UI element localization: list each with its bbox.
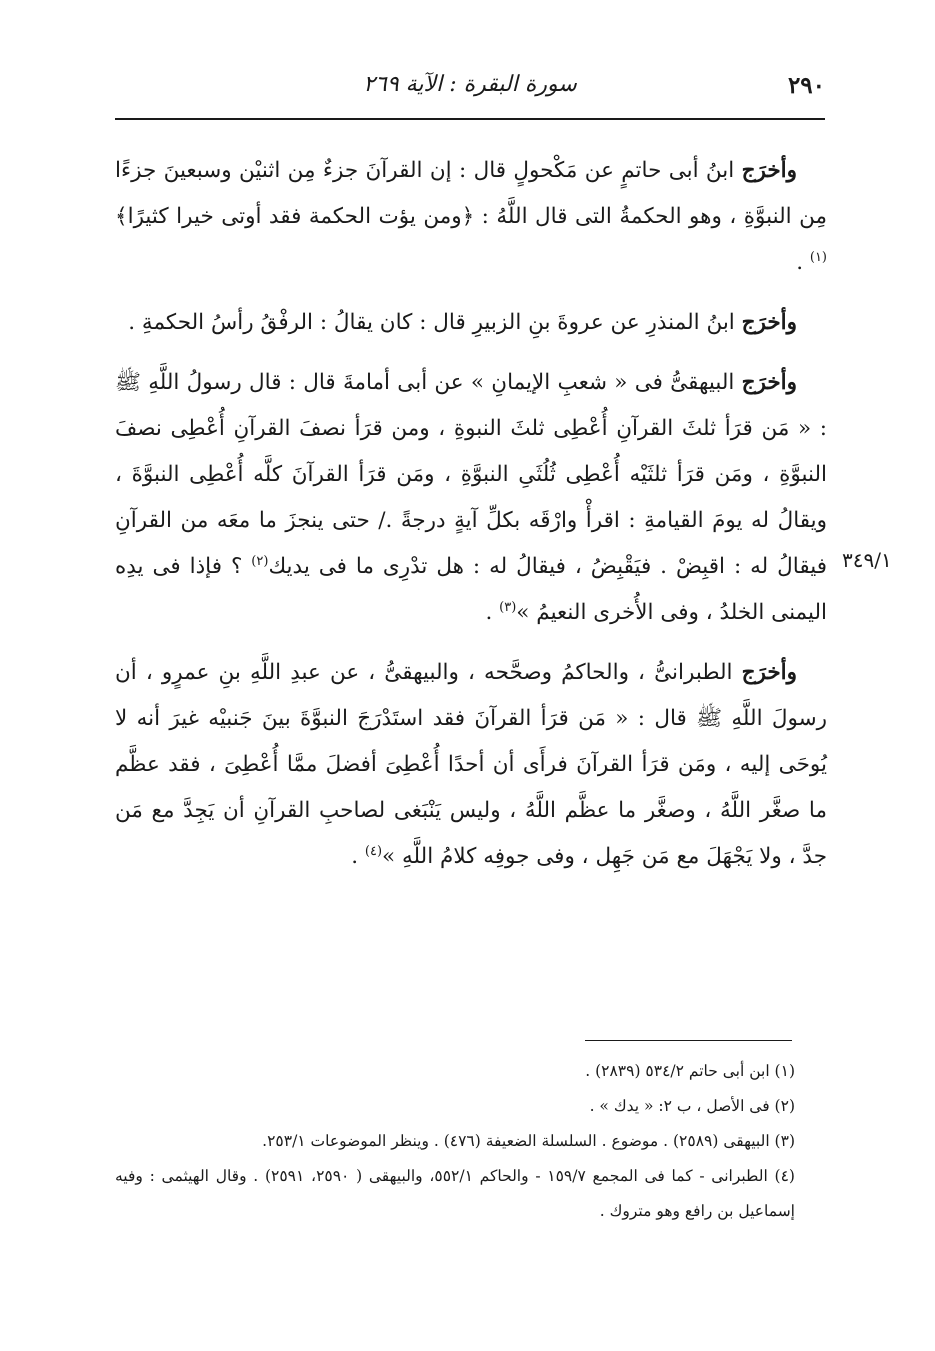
footnote-ref: (٢) [251, 553, 269, 569]
footnote: (٢) فى الأصل ، ب ٢: « يدك » . [589, 1097, 795, 1115]
footnote-ref: (١) [809, 249, 827, 265]
footnote: (١) ابن أبى حاتم ٥٣٤/٢ (٢٨٣٩) . [585, 1062, 795, 1080]
footnote-ref: (٣) [499, 599, 517, 615]
footnote-ref: (٤) [364, 843, 383, 859]
paragraph-text: الطبرانىُّ ، والحاكمُ وصحَّحه ، والبيهقىُّ ، عن عبدِ اللَّهِ بنِ عمرٍو ، أن رسولَ اللَّهِ ﷺ قال : « مَن قرَأ القرآنَ فقد استَدْرَجَ النبوَّةَ بينَ جَنبيْه غيرَ أنه لا يُوحَى إليه ، ومَن قرَأ القرآنَ فرأَى أن أحدًا أُعْطِىَ أفضلَ ممَّا أُعْطِىَ ، فقد عظَّم ما صغَّر اللَّهُ ، وصغَّر ما عظَّم اللَّهُ ، وليس يَنْبَغى لصاحبِ القرآنِ أن يَجِدَّ مع مَن جدَّ ، ولا يَجْهَلَ مع مَن جَهِل ، وفى جوفِه كلامُ اللَّهِ » [115, 660, 827, 869]
paragraph [115, 650, 827, 880]
paragraph-tail: ؟ فإذا فى يدِه اليمنى الخلدُ ، وفى الأُخرى النعيمُ » [115, 554, 827, 625]
paragraph-lead: وأخرَج [741, 158, 797, 183]
margin-note: ٣٤٩/١ [842, 548, 892, 572]
paragraph-text: ابنُ المنذرِ عن عروةَ بنِ الزبيرِ قال : كان يقالُ : الرفْقُ رأسُ الحكمةِ . [128, 310, 742, 335]
header-rule [115, 118, 825, 120]
footnote: (٣) البيهقى (٢٥٨٩) . موضوع . السلسلة الضعيفة (٤٧٦) . وينظر الموضوعات ٢٥٣/١. [262, 1132, 795, 1150]
running-title: سورة البقرة : الآية ٢٦٩ [363, 72, 577, 97]
footnote-rule [585, 1040, 792, 1041]
paragraph [115, 148, 827, 286]
paragraph [115, 300, 827, 346]
main-text [115, 148, 827, 894]
paragraph [115, 360, 827, 636]
paragraph-lead: وأخرَج [741, 370, 797, 395]
page-header [115, 66, 825, 112]
paragraph-text: البيهقىُّ فى « شعبِ الإيمانِ » عن أبى أمامةَ قال : قال رسولُ اللَّهِ ﷺ : « مَن قرَأ ثلثَ القرآنِ أُعْطِى ثلثَ النبوةِ ، ومن قرَأ نصفَ القرآنِ أُعْطِى نصفَ النبوَّةِ ، ومَن قرَأ ثلثَيْه أُعْطِى ثُلُثَىِ النبوَّةِ ، ومَن قرَأ القرآنَ كلَّه أُعْطِى النبوَّةَ ، ويقالُ له يومَ القيامةِ : اقرأْ وارْقَه بكلِّ آيةٍ درجةً ./ حتى ينجزَ ما معَه من القرآنِ فيقالُ له : اقبِضْ . فيَقْبِضُ ، فيقالُ له : هل تدْرِى ما فى يديك [115, 370, 827, 579]
paragraph-tail: . [796, 250, 810, 275]
paragraph-tail: . [351, 844, 365, 869]
page-number: ٢٩٠ [787, 72, 825, 99]
paragraph-text: ابنُ أبى حاتمٍ عن مَكْحولٍ قال : إن القرآنَ جزءٌ مِن اثنيْن وسبعينَ جزءًا مِن النبوَّةِ ، وهو الحكمةُ التى قال اللَّهُ : ﴿ومن يؤت الحكمة فقد أوتى خيرا كثيرًا﴾ [115, 158, 827, 229]
footnotes [115, 1054, 795, 1229]
paragraph-tail: . [485, 600, 500, 625]
paragraph-lead: وأخرَج [741, 310, 797, 335]
footnote: (٤) الطبرانى - كما فى المجمع ١٥٩/٧ - والحاكم ٥٥٢/١، والبيهقى ( ٢٥٩٠، ٢٥٩١) . وقال الهيثمى : وفيه إسماعيل بن رافع وهو متروك . [115, 1167, 795, 1220]
paragraph-lead: وأخرَج [741, 660, 797, 685]
